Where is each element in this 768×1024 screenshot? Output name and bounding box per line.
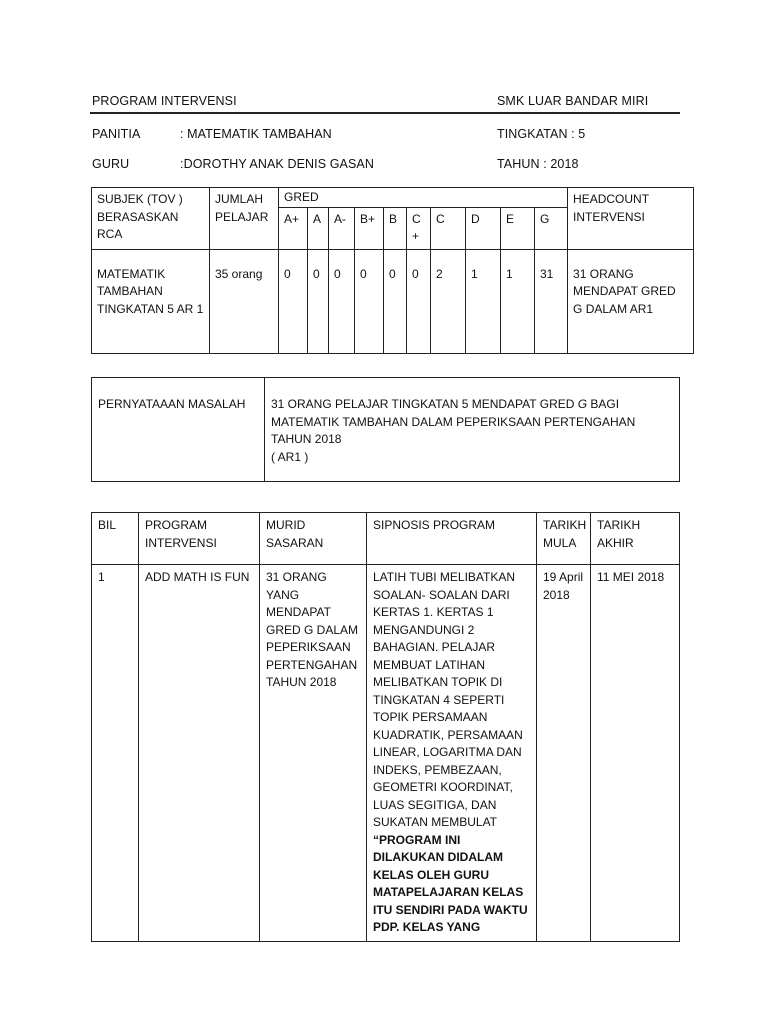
- problem-text: [265, 378, 680, 482]
- tarikh-mula-cell: 19 April 2018: [537, 565, 591, 942]
- bil-cell: 1: [92, 565, 139, 942]
- grade-table: [91, 187, 694, 354]
- grade-label: C: [431, 207, 466, 249]
- murid-cell: 31 ORANG YANG MENDAPAT GRED G DALAM PEPERIKSAAN PERTENGAHAN TAHUN 2018: [260, 565, 367, 942]
- count-cell: 0: [329, 249, 355, 353]
- grade-label: E: [501, 207, 535, 249]
- program-title: PROGRAM INTERVENSI: [92, 94, 237, 108]
- headcount-header: HEADCOUNT INTERVENSI: [568, 188, 694, 250]
- jumlah-cell: 35 orang: [210, 249, 279, 353]
- count-cell: 0: [355, 249, 384, 353]
- subjek-header: SUBJEK (TOV ) BERASASKAN RCA: [92, 188, 210, 250]
- grade-label: A-: [329, 207, 355, 249]
- tarikh-akhir-cell: 11 MEI 2018: [591, 565, 680, 942]
- school-name: SMK LUAR BANDAR MIRI: [497, 94, 649, 108]
- jumlah-header: JUMLAH PELAJAR: [210, 188, 279, 250]
- tarikh-akhir-header: TARIKH AKHIR: [591, 513, 680, 565]
- sinopsis-bold-text: “PROGRAM INI DILAKUKAN DIDALAM KELAS OLEH GURU MATAPELAJARAN KELAS ITU SENDIRI PADA WAKTU PDP. KELAS YANG: [373, 832, 528, 934]
- guru-label: GURU: [92, 157, 130, 171]
- problem-text-part1: 31 ORANG PELAJAR TINGKATAN 5 MENDAPAT GRED: [271, 397, 578, 411]
- headcount-cell: 31 ORANG MENDAPAT GRED G DALAM AR1: [568, 249, 694, 353]
- murid-header: MURID SASARAN: [260, 513, 367, 565]
- grade-label: G: [535, 207, 568, 249]
- sinopsis-text: LATIH TUBI MELIBATKAN SOALAN- SOALAN DARI KERTAS 1. KERTAS 1 MENGANDUNGI 2 BAHAGIAN. PELAJAR MEMBUAT LATIHAN MELIBATKAN TOPIK DI TINGKATAN 4 SEPERTI TOPIK PERSAMAAN KUADRATIK, PERSAMAAN LINEAR, LOGARITMA DAN INDEKS, PEMBEZAAN, GEOMETRI KOORDINAT, LUAS SEGITIGA, DAN SUKATAN MEMBULAT: [373, 570, 523, 829]
- guru-value: :DOROTHY ANAK DENIS GASAN: [180, 157, 374, 171]
- count-cell: 1: [501, 249, 535, 353]
- problem-grade-italic: G: [577, 397, 588, 411]
- grade-label: B+: [355, 207, 384, 249]
- tahun: TAHUN : 2018: [497, 157, 579, 171]
- gred-header: GRED: [279, 188, 568, 208]
- problem-text-line2: ( AR1 ): [271, 449, 309, 464]
- subject-cell: MATEMATIK TAMBAHAN TINGKATAN 5 AR 1: [92, 249, 210, 353]
- count-cell: 0: [308, 249, 329, 353]
- bil-header: BIL: [92, 513, 139, 565]
- grade-label: A+: [279, 207, 308, 249]
- count-cell: 31: [535, 249, 568, 353]
- count-cell: 1: [466, 249, 501, 353]
- panitia-value: : MATEMATIK TAMBAHAN: [180, 127, 332, 141]
- tingkatan: TINGKATAN : 5: [497, 127, 586, 141]
- program-table: [91, 512, 680, 942]
- grade-label: B: [384, 207, 407, 249]
- problem-label: PERNYATAAAN MASALAH: [92, 378, 265, 482]
- grade-label: C +: [407, 207, 431, 249]
- sinopsis-cell: [367, 565, 537, 942]
- sinopsis-header: SIPNOSIS PROGRAM: [367, 513, 537, 565]
- count-cell: 2: [431, 249, 466, 353]
- program-cell: ADD MATH IS FUN: [139, 565, 260, 942]
- tarikh-mula-header: TARIKH MULA: [537, 513, 591, 565]
- header-rule: [90, 112, 680, 114]
- problem-table: [91, 377, 680, 482]
- grade-label: A: [308, 207, 329, 249]
- count-cell: 0: [279, 249, 308, 353]
- problem-text-part2: BAGI MATEMATIK TAMBAHAN DALAM PEPERIKSAAN PERTENGAHAN TAHUN 2018: [271, 397, 636, 446]
- panitia-label: PANITIA: [92, 127, 141, 141]
- count-cell: 0: [407, 249, 431, 353]
- program-header: PROGRAM INTERVENSI: [139, 513, 260, 565]
- grade-label: D: [466, 207, 501, 249]
- count-cell: 0: [384, 249, 407, 353]
